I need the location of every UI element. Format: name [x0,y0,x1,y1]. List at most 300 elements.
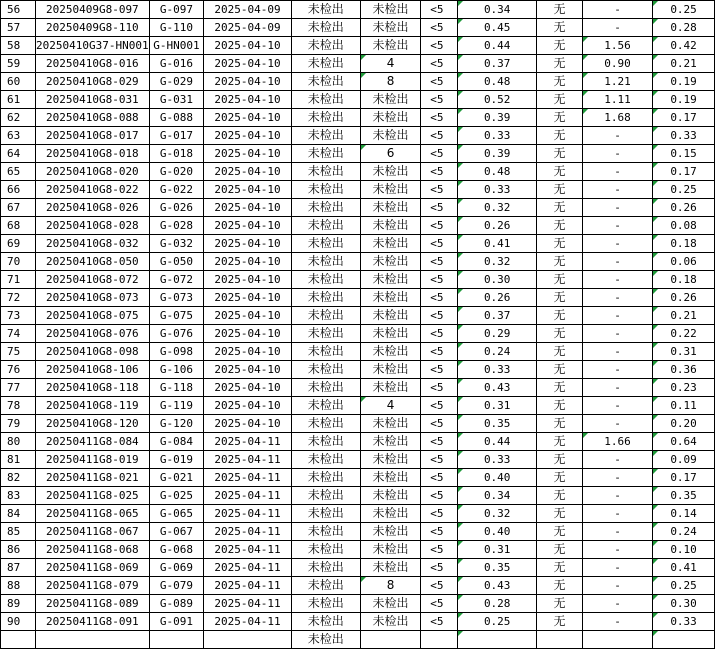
table-cell-1[interactable]: 86 [1,541,36,559]
table-cell-3[interactable]: G-028 [149,217,204,235]
table-cell-11[interactable]: 0.33 [653,613,715,631]
table-cell-10[interactable]: - [582,559,652,577]
table-cell-6[interactable] [360,631,420,649]
table-cell-8[interactable]: 0.31 [458,541,537,559]
table-cell-8[interactable]: 0.43 [458,577,537,595]
table-cell-8[interactable] [458,631,537,649]
table-cell-6[interactable]: 未检出 [360,199,420,217]
table-cell-5[interactable]: 未检出 [291,343,360,361]
table-cell-3[interactable]: G-075 [149,307,204,325]
table-cell-10[interactable]: - [582,289,652,307]
table-cell-1[interactable]: 75 [1,343,36,361]
table-cell-4[interactable]: 2025-04-11 [204,613,292,631]
table-cell-7[interactable]: <5 [421,307,458,325]
table-cell-10[interactable]: - [582,199,652,217]
table-cell-11[interactable]: 0.15 [653,145,715,163]
table-cell-2[interactable]: 20250410G37-HN001 [36,37,150,55]
table-cell-8[interactable]: 0.39 [458,109,537,127]
table-cell-8[interactable]: 0.44 [458,433,537,451]
table-cell-4[interactable]: 2025-04-10 [204,163,292,181]
table-cell-8[interactable]: 0.28 [458,595,537,613]
table-cell-7[interactable]: <5 [421,523,458,541]
table-cell-4[interactable]: 2025-04-11 [204,487,292,505]
table-cell-9[interactable]: 无 [537,343,583,361]
table-cell-1[interactable]: 67 [1,199,36,217]
table-cell-11[interactable]: 0.17 [653,469,715,487]
table-cell-3[interactable]: G-017 [149,127,204,145]
table-cell-11[interactable]: 0.41 [653,559,715,577]
table-cell-2[interactable]: 20250409G8-110 [36,19,150,37]
table-cell-9[interactable]: 无 [537,19,583,37]
table-cell-6[interactable]: 未检出 [360,613,420,631]
table-cell-7[interactable]: <5 [421,55,458,73]
table-cell-5[interactable]: 未检出 [291,73,360,91]
table-cell-2[interactable]: 20250410G8-076 [36,325,150,343]
table-cell-9[interactable] [537,631,583,649]
table-cell-4[interactable]: 2025-04-10 [204,361,292,379]
table-cell-1[interactable]: 80 [1,433,36,451]
table-cell-1[interactable]: 79 [1,415,36,433]
table-cell-9[interactable]: 无 [537,523,583,541]
table-cell-11[interactable]: 0.64 [653,433,715,451]
table-cell-2[interactable]: 20250411G8-068 [36,541,150,559]
table-cell-11[interactable]: 0.06 [653,253,715,271]
table-cell-10[interactable]: - [582,235,652,253]
table-cell-11[interactable]: 0.18 [653,271,715,289]
table-cell-9[interactable]: 无 [537,361,583,379]
table-cell-7[interactable]: <5 [421,181,458,199]
table-cell-8[interactable]: 0.48 [458,163,537,181]
table-cell-11[interactable]: 0.24 [653,523,715,541]
table-cell-5[interactable]: 未检出 [291,559,360,577]
table-cell-6[interactable]: 未检出 [360,217,420,235]
table-cell-11[interactable]: 0.23 [653,379,715,397]
table-cell-1[interactable]: 81 [1,451,36,469]
table-cell-1[interactable]: 87 [1,559,36,577]
table-cell-7[interactable]: <5 [421,1,458,19]
table-cell-6[interactable]: 未检出 [360,37,420,55]
table-cell-4[interactable]: 2025-04-11 [204,595,292,613]
table-cell-4[interactable]: 2025-04-09 [204,19,292,37]
table-cell-1[interactable]: 64 [1,145,36,163]
table-cell-2[interactable]: 20250410G8-098 [36,343,150,361]
table-cell-1[interactable]: 73 [1,307,36,325]
table-cell-5[interactable]: 未检出 [291,631,360,649]
table-cell-9[interactable]: 无 [537,577,583,595]
table-cell-10[interactable]: 1.56 [582,37,652,55]
table-cell-11[interactable]: 0.11 [653,397,715,415]
table-cell-9[interactable]: 无 [537,487,583,505]
table-cell-5[interactable]: 未检出 [291,307,360,325]
table-cell-7[interactable]: <5 [421,109,458,127]
table-cell-9[interactable]: 无 [537,433,583,451]
table-cell-6[interactable]: 未检出 [360,163,420,181]
table-cell-10[interactable]: - [582,325,652,343]
table-cell-7[interactable]: <5 [421,505,458,523]
table-cell-7[interactable]: <5 [421,361,458,379]
table-cell-11[interactable]: 0.26 [653,289,715,307]
table-cell-1[interactable]: 77 [1,379,36,397]
table-cell-8[interactable]: 0.41 [458,235,537,253]
table-cell-8[interactable]: 0.37 [458,307,537,325]
table-cell-11[interactable]: 0.36 [653,361,715,379]
table-cell-2[interactable]: 20250411G8-021 [36,469,150,487]
table-cell-3[interactable]: G-097 [149,1,204,19]
table-cell-9[interactable]: 无 [537,451,583,469]
table-cell-11[interactable]: 0.21 [653,307,715,325]
table-cell-11[interactable]: 0.08 [653,217,715,235]
table-cell-5[interactable]: 未检出 [291,505,360,523]
table-cell-2[interactable] [36,631,150,649]
table-cell-8[interactable]: 0.29 [458,325,537,343]
table-cell-9[interactable]: 无 [537,253,583,271]
table-cell-9[interactable]: 无 [537,397,583,415]
table-cell-1[interactable]: 76 [1,361,36,379]
table-cell-11[interactable]: 0.31 [653,343,715,361]
table-cell-11[interactable]: 0.19 [653,73,715,91]
table-cell-10[interactable]: - [582,271,652,289]
table-cell-5[interactable]: 未检出 [291,577,360,595]
table-cell-6[interactable]: 未检出 [360,109,420,127]
table-cell-6[interactable]: 未检出 [360,415,420,433]
table-cell-8[interactable]: 0.33 [458,127,537,145]
table-cell-11[interactable]: 0.30 [653,595,715,613]
table-cell-7[interactable]: <5 [421,559,458,577]
table-cell-11[interactable]: 0.25 [653,1,715,19]
table-cell-1[interactable]: 88 [1,577,36,595]
table-cell-7[interactable]: <5 [421,199,458,217]
table-cell-6[interactable]: 未检出 [360,235,420,253]
table-cell-8[interactable]: 0.45 [458,19,537,37]
table-cell-7[interactable]: <5 [421,433,458,451]
table-cell-2[interactable]: 20250410G8-120 [36,415,150,433]
table-cell-8[interactable]: 0.37 [458,55,537,73]
table-cell-1[interactable]: 60 [1,73,36,91]
table-cell-9[interactable]: 无 [537,181,583,199]
table-cell-6[interactable]: 未检出 [360,559,420,577]
table-cell-11[interactable]: 0.19 [653,91,715,109]
table-cell-1[interactable]: 66 [1,181,36,199]
table-cell-6[interactable]: 未检出 [360,451,420,469]
table-cell-2[interactable]: 20250410G8-026 [36,199,150,217]
table-cell-6[interactable]: 未检出 [360,91,420,109]
table-cell-11[interactable]: 0.17 [653,109,715,127]
table-cell-4[interactable]: 2025-04-10 [204,253,292,271]
table-cell-8[interactable]: 0.40 [458,523,537,541]
table-cell-7[interactable]: <5 [421,73,458,91]
table-cell-8[interactable]: 0.33 [458,361,537,379]
table-cell-5[interactable]: 未检出 [291,469,360,487]
table-cell-4[interactable]: 2025-04-10 [204,235,292,253]
table-cell-8[interactable]: 0.33 [458,451,537,469]
table-cell-8[interactable]: 0.44 [458,37,537,55]
table-cell-10[interactable]: - [582,379,652,397]
table-cell-2[interactable]: 20250409G8-097 [36,1,150,19]
table-cell-6[interactable]: 未检出 [360,361,420,379]
table-cell-5[interactable]: 未检出 [291,127,360,145]
table-cell-2[interactable]: 20250411G8-084 [36,433,150,451]
table-cell-4[interactable]: 2025-04-10 [204,397,292,415]
table-cell-9[interactable]: 无 [537,235,583,253]
table-cell-4[interactable]: 2025-04-10 [204,307,292,325]
table-cell-10[interactable]: - [582,415,652,433]
table-cell-9[interactable]: 无 [537,613,583,631]
table-cell-4[interactable]: 2025-04-10 [204,217,292,235]
table-cell-7[interactable]: <5 [421,397,458,415]
table-cell-1[interactable]: 74 [1,325,36,343]
table-cell-3[interactable]: G-020 [149,163,204,181]
table-cell-8[interactable]: 0.52 [458,91,537,109]
table-cell-11[interactable]: 0.28 [653,19,715,37]
table-cell-5[interactable]: 未检出 [291,415,360,433]
table-cell-2[interactable]: 20250411G8-079 [36,577,150,595]
table-cell-2[interactable]: 20250411G8-067 [36,523,150,541]
table-cell-9[interactable]: 无 [537,163,583,181]
table-cell-5[interactable]: 未检出 [291,1,360,19]
table-cell-10[interactable]: 1.66 [582,433,652,451]
table-cell-11[interactable]: 0.35 [653,487,715,505]
table-cell-7[interactable]: <5 [421,343,458,361]
table-cell-1[interactable]: 65 [1,163,36,181]
table-cell-8[interactable]: 0.48 [458,73,537,91]
table-cell-2[interactable]: 20250410G8-050 [36,253,150,271]
table-cell-9[interactable]: 无 [537,559,583,577]
table-cell-10[interactable]: - [582,505,652,523]
table-cell-6[interactable]: 未检出 [360,289,420,307]
table-cell-2[interactable]: 20250410G8-017 [36,127,150,145]
table-cell-2[interactable]: 20250410G8-073 [36,289,150,307]
table-cell-9[interactable]: 无 [537,73,583,91]
table-cell-2[interactable]: 20250411G8-089 [36,595,150,613]
table-cell-1[interactable]: 78 [1,397,36,415]
table-cell-11[interactable]: 0.10 [653,541,715,559]
table-cell-8[interactable]: 0.26 [458,217,537,235]
table-cell-3[interactable]: G-106 [149,361,204,379]
table-cell-9[interactable]: 无 [537,55,583,73]
table-cell-3[interactable]: G-032 [149,235,204,253]
table-cell-3[interactable]: G-029 [149,73,204,91]
table-cell-5[interactable]: 未检出 [291,109,360,127]
table-cell-3[interactable]: G-089 [149,595,204,613]
table-cell-3[interactable]: G-079 [149,577,204,595]
table-cell-6[interactable]: 未检出 [360,253,420,271]
table-cell-7[interactable]: <5 [421,577,458,595]
table-cell-11[interactable]: 0.14 [653,505,715,523]
table-cell-5[interactable]: 未检出 [291,613,360,631]
table-cell-7[interactable]: <5 [421,145,458,163]
table-cell-5[interactable]: 未检出 [291,163,360,181]
table-cell-6[interactable]: 未检出 [360,181,420,199]
table-cell-5[interactable]: 未检出 [291,19,360,37]
table-cell-9[interactable]: 无 [537,145,583,163]
table-cell-9[interactable]: 无 [537,109,583,127]
table-cell-10[interactable]: - [582,217,652,235]
table-cell-6[interactable]: 4 [360,55,420,73]
table-cell-11[interactable]: 0.33 [653,127,715,145]
table-cell-4[interactable]: 2025-04-10 [204,55,292,73]
table-cell-6[interactable]: 未检出 [360,343,420,361]
table-cell-2[interactable]: 20250410G8-016 [36,55,150,73]
table-cell-3[interactable]: G-025 [149,487,204,505]
table-cell-10[interactable]: - [582,595,652,613]
table-cell-9[interactable]: 无 [537,199,583,217]
table-cell-2[interactable]: 20250410G8-118 [36,379,150,397]
table-cell-4[interactable]: 2025-04-11 [204,541,292,559]
table-cell-3[interactable]: G-022 [149,181,204,199]
table-cell-1[interactable]: 83 [1,487,36,505]
table-cell-3[interactable]: G-120 [149,415,204,433]
table-cell-2[interactable]: 20250410G8-032 [36,235,150,253]
table-cell-5[interactable]: 未检出 [291,595,360,613]
table-cell-6[interactable]: 未检出 [360,505,420,523]
table-cell-5[interactable]: 未检出 [291,271,360,289]
table-cell-3[interactable]: G-019 [149,451,204,469]
table-cell-5[interactable]: 未检出 [291,199,360,217]
table-cell-3[interactable]: G-119 [149,397,204,415]
table-cell-6[interactable]: 6 [360,145,420,163]
table-cell-7[interactable]: <5 [421,451,458,469]
table-cell-9[interactable]: 无 [537,37,583,55]
table-cell-10[interactable]: - [582,469,652,487]
table-cell-6[interactable]: 未检出 [360,19,420,37]
table-cell-1[interactable]: 68 [1,217,36,235]
table-cell-3[interactable]: G-067 [149,523,204,541]
table-cell-3[interactable] [149,631,204,649]
table-cell-4[interactable]: 2025-04-11 [204,577,292,595]
table-cell-6[interactable]: 未检出 [360,541,420,559]
table-cell-6[interactable]: 4 [360,397,420,415]
table-cell-5[interactable]: 未检出 [291,37,360,55]
table-cell-5[interactable]: 未检出 [291,397,360,415]
table-cell-7[interactable]: <5 [421,613,458,631]
table-cell-9[interactable]: 无 [537,541,583,559]
table-cell-1[interactable]: 72 [1,289,36,307]
table-cell-8[interactable]: 0.25 [458,613,537,631]
table-cell-11[interactable]: 0.20 [653,415,715,433]
table-cell-9[interactable]: 无 [537,469,583,487]
table-cell-2[interactable]: 20250410G8-029 [36,73,150,91]
table-cell-11[interactable]: 0.21 [653,55,715,73]
table-cell-5[interactable]: 未检出 [291,55,360,73]
table-cell-2[interactable]: 20250410G8-031 [36,91,150,109]
table-cell-7[interactable]: <5 [421,415,458,433]
table-cell-3[interactable]: G-065 [149,505,204,523]
table-cell-8[interactable]: 0.33 [458,181,537,199]
table-cell-6[interactable]: 8 [360,73,420,91]
table-cell-4[interactable]: 2025-04-10 [204,91,292,109]
table-cell-7[interactable]: <5 [421,469,458,487]
table-cell-7[interactable]: <5 [421,217,458,235]
table-cell-6[interactable]: 未检出 [360,433,420,451]
table-cell-5[interactable]: 未检出 [291,253,360,271]
table-cell-5[interactable]: 未检出 [291,91,360,109]
table-cell-1[interactable]: 71 [1,271,36,289]
table-cell-8[interactable]: 0.34 [458,487,537,505]
table-cell-9[interactable]: 无 [537,379,583,397]
table-cell-10[interactable]: - [582,163,652,181]
table-cell-2[interactable]: 20250411G8-069 [36,559,150,577]
table-cell-8[interactable]: 0.35 [458,559,537,577]
table-cell-10[interactable]: - [582,487,652,505]
table-cell-8[interactable]: 0.35 [458,415,537,433]
table-cell-6[interactable]: 未检出 [360,1,420,19]
table-cell-4[interactable]: 2025-04-10 [204,379,292,397]
table-cell-11[interactable]: 0.18 [653,235,715,253]
table-cell-1[interactable]: 57 [1,19,36,37]
table-cell-7[interactable]: <5 [421,127,458,145]
table-cell-4[interactable]: 2025-04-10 [204,37,292,55]
table-cell-8[interactable]: 0.40 [458,469,537,487]
table-cell-2[interactable]: 20250410G8-119 [36,397,150,415]
table-cell-4[interactable]: 2025-04-11 [204,505,292,523]
table-cell-7[interactable]: <5 [421,325,458,343]
table-cell-10[interactable]: - [582,181,652,199]
table-cell-3[interactable]: G-HN001 [149,37,204,55]
table-cell-1[interactable]: 84 [1,505,36,523]
table-cell-9[interactable]: 无 [537,595,583,613]
table-cell-8[interactable]: 0.43 [458,379,537,397]
table-cell-3[interactable]: G-091 [149,613,204,631]
table-cell-6[interactable]: 未检出 [360,595,420,613]
table-cell-1[interactable]: 56 [1,1,36,19]
table-cell-3[interactable]: G-073 [149,289,204,307]
table-cell-11[interactable]: 0.26 [653,199,715,217]
table-cell-3[interactable]: G-098 [149,343,204,361]
table-cell-9[interactable]: 无 [537,217,583,235]
table-cell-3[interactable]: G-026 [149,199,204,217]
table-cell-2[interactable]: 20250410G8-088 [36,109,150,127]
table-cell-8[interactable]: 0.32 [458,505,537,523]
table-cell-10[interactable]: - [582,307,652,325]
table-cell-1[interactable]: 69 [1,235,36,253]
table-cell-3[interactable]: G-110 [149,19,204,37]
table-cell-3[interactable]: G-031 [149,91,204,109]
table-cell-8[interactable]: 0.30 [458,271,537,289]
table-cell-4[interactable]: 2025-04-10 [204,325,292,343]
table-cell-5[interactable]: 未检出 [291,235,360,253]
table-cell-7[interactable] [421,631,458,649]
table-cell-5[interactable]: 未检出 [291,325,360,343]
table-cell-2[interactable]: 20250410G8-075 [36,307,150,325]
table-cell-10[interactable]: 0.90 [582,55,652,73]
table-cell-1[interactable]: 61 [1,91,36,109]
table-cell-5[interactable]: 未检出 [291,289,360,307]
table-cell-7[interactable]: <5 [421,235,458,253]
table-cell-9[interactable]: 无 [537,325,583,343]
table-cell-5[interactable]: 未检出 [291,217,360,235]
table-cell-10[interactable]: - [582,127,652,145]
table-cell-9[interactable]: 无 [537,271,583,289]
table-cell-6[interactable]: 未检出 [360,523,420,541]
table-cell-4[interactable]: 2025-04-10 [204,145,292,163]
table-cell-10[interactable]: - [582,253,652,271]
table-cell-5[interactable]: 未检出 [291,433,360,451]
table-cell-2[interactable]: 20250411G8-091 [36,613,150,631]
table-cell-8[interactable]: 0.32 [458,199,537,217]
table-cell-11[interactable]: 0.22 [653,325,715,343]
table-cell-2[interactable]: 20250410G8-028 [36,217,150,235]
table-cell-5[interactable]: 未检出 [291,181,360,199]
table-cell-9[interactable]: 无 [537,127,583,145]
table-cell-4[interactable]: 2025-04-10 [204,109,292,127]
table-cell-7[interactable]: <5 [421,19,458,37]
table-cell-4[interactable]: 2025-04-10 [204,289,292,307]
table-cell-1[interactable]: 63 [1,127,36,145]
table-cell-1[interactable]: 90 [1,613,36,631]
table-cell-7[interactable]: <5 [421,91,458,109]
table-cell-5[interactable]: 未检出 [291,361,360,379]
table-cell-2[interactable]: 20250410G8-072 [36,271,150,289]
